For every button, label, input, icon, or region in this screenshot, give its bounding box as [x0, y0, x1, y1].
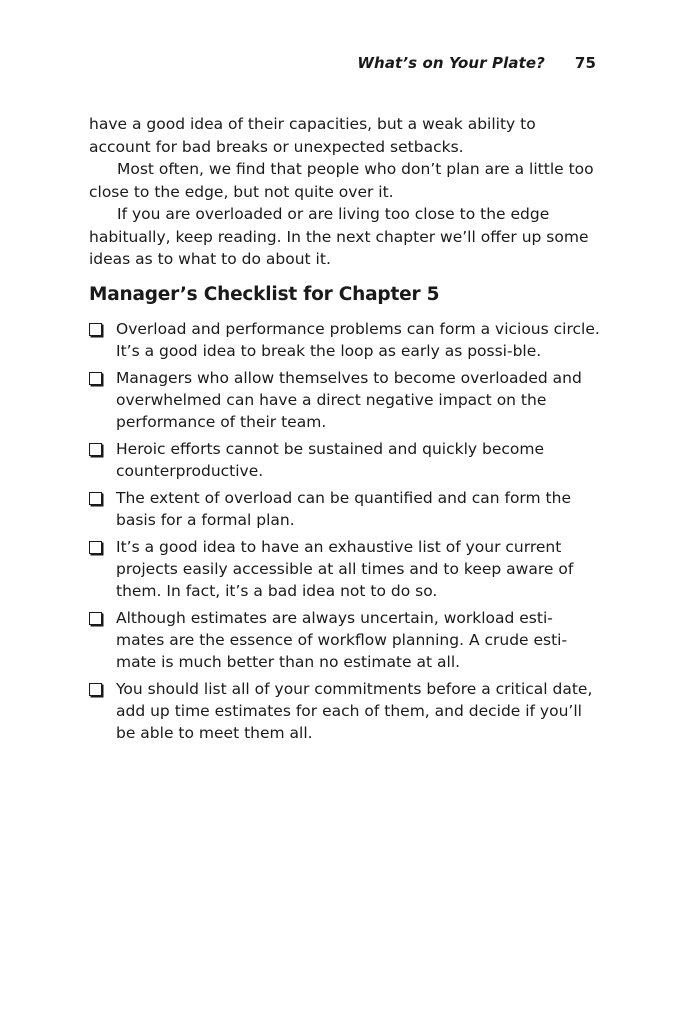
- checklist-item: [89, 438, 601, 482]
- checklist-item-text: Heroic efforts cannot be sustained and quickly become counterproductive.: [116, 440, 545, 480]
- checkbox-icon: [89, 492, 102, 505]
- checklist-item: [89, 536, 601, 602]
- checklist-item-text: Although estimates are always uncertain, workload esti-mates are the essence of workflow planning. A crude esti-mate is much better than no estimate at all.: [116, 609, 568, 671]
- page-number: 75: [574, 54, 596, 72]
- checklist-item-text: It’s a good idea to have an exhaustive list of your current projects easily accessible at all times and to keep aware of them. In fact, it’s a bad idea not to do so.: [116, 538, 574, 600]
- checklist: [89, 318, 601, 749]
- checkbox-icon: [89, 541, 102, 554]
- checkbox-icon: [89, 372, 102, 385]
- paragraph: have a good idea of their capacities, but a weak ability to account for bad breaks or unexpected setbacks.: [89, 115, 536, 156]
- checklist-item: [89, 318, 601, 362]
- checklist-item: [89, 367, 601, 433]
- checkbox-icon: [89, 443, 102, 456]
- intro-text: [89, 113, 599, 271]
- checklist-item-text: Managers who allow themselves to become overloaded and overwhelmed can have a direct negative impact on the performance of their team.: [116, 369, 582, 431]
- checkbox-icon: [89, 683, 102, 696]
- checklist-item-text: Overload and performance problems can form a vicious circle. It’s a good idea to break the loop as early as possi-ble.: [116, 320, 600, 360]
- checklist-item-text: You should list all of your commitments before a critical date, add up time estimates for each of them, and decide if you’ll be able to meet them all.: [116, 680, 593, 742]
- running-header: [357, 54, 596, 72]
- checkbox-icon: [89, 323, 102, 336]
- checklist-item: [89, 487, 601, 531]
- checklist-item: [89, 678, 601, 744]
- paragraph: Most often, we find that people who don’t plan are a little too close to the edge, but not quite over it.: [89, 160, 594, 201]
- section-heading: Manager’s Checklist for Chapter 5: [89, 284, 440, 305]
- running-header-title: What’s on Your Plate?: [357, 54, 545, 72]
- checklist-item-text: The extent of overload can be quantified and can form the basis for a formal plan.: [116, 489, 571, 529]
- checklist-item: [89, 607, 601, 673]
- paragraph: If you are overloaded or are living too close to the edge habitually, keep reading. In the next chapter we’ll offer up some ideas as to what to do about it.: [89, 205, 589, 268]
- checkbox-icon: [89, 612, 102, 625]
